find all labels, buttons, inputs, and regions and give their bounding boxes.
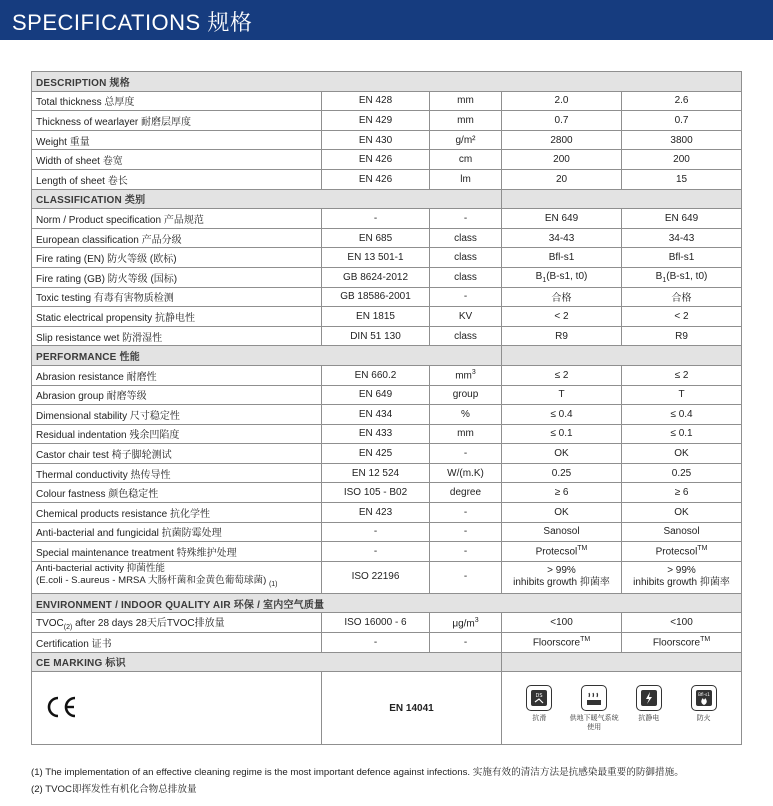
row-value-2: 200: [622, 150, 742, 170]
row-value-2: T: [622, 385, 742, 405]
row-value-2: $B_1(B-s1$, t0): [622, 267, 742, 287]
row-value-2: EN 649: [622, 209, 742, 229]
section-header-description: [32, 72, 742, 92]
row-value-1: 200: [502, 150, 622, 170]
row-standard: EN 430: [322, 130, 430, 150]
row-unit: lm: [430, 169, 502, 189]
row-value-1: OK: [502, 444, 622, 464]
row-value-1: ≤ 0.1: [502, 424, 622, 444]
row-value-2: ≤ 2: [622, 365, 742, 385]
row-label: Weight 重量: [32, 130, 322, 150]
table-row: [32, 405, 742, 425]
row-label: $TVOC_{(2)}$ after 28 days 28天后TVOC排放量: [32, 613, 322, 633]
row-label: Fire rating (GB) 防火等级 (国标): [32, 267, 322, 287]
row-value-1: 20: [502, 169, 622, 189]
row-label: Width of sheet 卷宽: [32, 150, 322, 170]
row-value-1: 2.0: [502, 91, 622, 111]
row-value-1: $B_1(B-s1$, t0): [502, 267, 622, 287]
section-header-performance: [32, 346, 742, 366]
table-row: [32, 91, 742, 111]
row-value-1: 合格: [502, 287, 622, 307]
row-label: Castor chair test 椅子脚轮测试: [32, 444, 322, 464]
row-standard: EN 434: [322, 405, 430, 425]
row-standard: -: [322, 522, 430, 542]
row-standard: DIN 51 130: [322, 326, 430, 346]
row-standard: EN 426: [322, 150, 430, 170]
table-row: [32, 326, 742, 346]
ce-standard: EN 14041: [322, 672, 502, 745]
row-standard: EN 425: [322, 444, 430, 464]
fire-rating-icon: [691, 685, 717, 711]
row-standard: EN 649: [322, 385, 430, 405]
section-title: ENVIRONMENT / INDOOR QUALITY AIR 环保 / 室内空气质量: [32, 593, 742, 613]
row-value-1: 0.7: [502, 111, 622, 131]
row-standard: EN 433: [322, 424, 430, 444]
ce-mark-icon: [44, 695, 78, 719]
row-value-1: OK: [502, 503, 622, 523]
row-value-1: Floorscore™: [502, 633, 622, 653]
table-row: [32, 267, 742, 287]
section-header-classification: [32, 189, 742, 209]
section-header-environment: [32, 593, 742, 613]
row-label: Abrasion resistance 耐磨性: [32, 365, 322, 385]
row-unit: group: [430, 385, 502, 405]
row-value-2: ≤ 0.1: [622, 424, 742, 444]
row-standard: -: [322, 209, 430, 229]
table-row: [32, 209, 742, 229]
row-standard: ISO 105 - B02: [322, 483, 430, 503]
table-row: [32, 424, 742, 444]
ce-logo-cell: [32, 672, 322, 745]
row-value-1: T: [502, 385, 622, 405]
row-standard: EN 13 501-1: [322, 248, 430, 268]
ds-antislip-icon: [526, 685, 552, 711]
underfloor-heating-icon: [581, 685, 607, 711]
row-unit: %: [430, 405, 502, 425]
row-label: Total thickness 总厚度: [32, 91, 322, 111]
row-value-2: Floorscore™: [622, 633, 742, 653]
row-value-2: ≥ 6: [622, 483, 742, 503]
row-label: Fire rating (EN) 防火等级 (欧标): [32, 248, 322, 268]
row-value-2: R9: [622, 326, 742, 346]
row-value-1: Sanosol: [502, 522, 622, 542]
row-standard: EN 423: [322, 503, 430, 523]
table-row: [32, 287, 742, 307]
page-title: SPECIFICATIONS 规格: [12, 10, 253, 35]
row-label: Colour fastness 颜色稳定性: [32, 483, 322, 503]
row-standard: EN 660.2: [322, 365, 430, 385]
row-standard: ISO 16000 - 6: [322, 613, 430, 633]
row-value-1: ≤ 0.4: [502, 405, 622, 425]
antistatic-icon: [636, 685, 662, 711]
row-value-2: ≤ 0.4: [622, 405, 742, 425]
row-label: Chemical products resistance 抗化学性: [32, 503, 322, 523]
row-value-2: < 2: [622, 307, 742, 327]
section-title: CE MARKING 标识: [32, 652, 502, 672]
footnotes: [31, 764, 766, 798]
row-value-2: OK: [622, 503, 742, 523]
row-standard: GB 18586-2001: [322, 287, 430, 307]
row-unit: class: [430, 228, 502, 248]
row-unit: mm: [430, 91, 502, 111]
row-label: Norm / Product specification 产品规范: [32, 209, 322, 229]
row-value-2: Sanosol: [622, 522, 742, 542]
svg-text:DS: DS: [535, 692, 543, 699]
row-unit: -: [430, 209, 502, 229]
row-standard: EN 685: [322, 228, 430, 248]
row-value-2: 0.25: [622, 463, 742, 483]
icon-item: [513, 685, 565, 723]
row-value-1: Protecsol™: [502, 542, 622, 562]
row-label: Slip resistance wet 防滑湿性: [32, 326, 322, 346]
row-value-2: Bfl-s1: [622, 248, 742, 268]
row-label: Dimensional stability 尺寸稳定性: [32, 405, 322, 425]
footnote-2: (2) TVOC即挥发性有机化合物总排放量: [31, 784, 197, 795]
row-standard: EN 426: [322, 169, 430, 189]
table-row: [32, 522, 742, 542]
table-row: [32, 613, 742, 633]
row-value-1: ≥ 6: [502, 483, 622, 503]
row-standard: -: [322, 542, 430, 562]
row-value-1: ≤ 2: [502, 365, 622, 385]
row-unit: -: [430, 561, 502, 593]
icon-caption: 供地下暖气系统使用: [569, 714, 619, 731]
icon-item: [678, 685, 730, 723]
row-label: Anti-bacterial activity 抑菌性能 (E.coli - S.aureus - MRSA 大肠杆菌和金黄色葡萄球菌) $_{(1)}$: [32, 561, 322, 593]
row-label: Anti-bacterial and fungicidal 抗菌防霉处理: [32, 522, 322, 542]
table-row: [32, 633, 742, 653]
table-row: [32, 248, 742, 268]
row-unit: mm: [430, 111, 502, 131]
row-value-1: EN 649: [502, 209, 622, 229]
row-value-1: < 2: [502, 307, 622, 327]
icon-caption: 抗静电: [638, 714, 660, 722]
row-value-2: 15: [622, 169, 742, 189]
table-row: [32, 365, 742, 385]
section-title: CLASSIFICATION 类别: [32, 189, 502, 209]
row-value-2: 0.7: [622, 111, 742, 131]
row-value-1: > 99% inhibits growth 抑菌率: [502, 561, 622, 593]
section-title: PERFORMANCE 性能: [32, 346, 502, 366]
row-value-2: 34-43: [622, 228, 742, 248]
row-value-2: > 99% inhibits growth 抑菌率: [622, 561, 742, 593]
table-row: [32, 542, 742, 562]
row-label: Abrasion group 耐磨等级: [32, 385, 322, 405]
row-unit: class: [430, 326, 502, 346]
row-value-1: Bfl-s1: [502, 248, 622, 268]
row-value-2: Protecsol™: [622, 542, 742, 562]
row-standard: ISO 22196: [322, 561, 430, 593]
row-label: Special maintenance treatment 特殊维护处理: [32, 542, 322, 562]
row-standard: -: [322, 633, 430, 653]
row-standard: EN 1815: [322, 307, 430, 327]
header-bar: [0, 0, 773, 40]
table-row: [32, 385, 742, 405]
table-row: [32, 111, 742, 131]
row-unit: $mm^3$: [430, 365, 502, 385]
row-unit: -: [430, 503, 502, 523]
table-row: [32, 463, 742, 483]
row-value-1: 0.25: [502, 463, 622, 483]
row-label: Length of sheet 卷长: [32, 169, 322, 189]
row-value-2: <100: [622, 613, 742, 633]
table-row: [32, 503, 742, 523]
row-unit: cm: [430, 150, 502, 170]
row-standard: EN 12 524: [322, 463, 430, 483]
row-unit: -: [430, 542, 502, 562]
table-row: [32, 169, 742, 189]
row-value-2: OK: [622, 444, 742, 464]
row-unit: -: [430, 633, 502, 653]
icon-caption: 防火: [696, 714, 711, 722]
row-unit: -: [430, 522, 502, 542]
table-row: [32, 228, 742, 248]
row-label: European classification 产品分级: [32, 228, 322, 248]
row-value-2: 合格: [622, 287, 742, 307]
row-label: Certification 证书: [32, 633, 322, 653]
footnote-1: (1) The implementation of an effective cleaning regime is the most important defence against infections. 实施有效的清洁方法是抗感染最重要的防御措施。: [31, 767, 684, 778]
row-label: Thermal conductivity 热传导性: [32, 463, 322, 483]
row-unit: W/(m.K): [430, 463, 502, 483]
section-header-ce-marking: [32, 652, 742, 672]
row-standard: EN 429: [322, 111, 430, 131]
table-row: [32, 444, 742, 464]
row-unit: g/m²: [430, 130, 502, 150]
icon-caption: 抗滑: [532, 714, 547, 722]
table-row: [32, 130, 742, 150]
row-unit: -: [430, 444, 502, 464]
row-label: Toxic testing 有毒有害物质检测: [32, 287, 322, 307]
row-standard: GB 8624-2012: [322, 267, 430, 287]
row-label: Static electrical propensity 抗静电性: [32, 307, 322, 327]
row-unit: -: [430, 287, 502, 307]
row-label: Thickness of wearlayer 耐磨层厚度: [32, 111, 322, 131]
table-row: [32, 150, 742, 170]
row-label: Residual indentation 残余凹陷度: [32, 424, 322, 444]
row-unit: class: [430, 248, 502, 268]
row-value-2: 3800: [622, 130, 742, 150]
icon-item: [568, 685, 620, 732]
svg-text:Bfl-s1: Bfl-s1: [697, 691, 710, 697]
section-title: DESCRIPTION 规格: [32, 72, 742, 92]
row-unit: degree: [430, 483, 502, 503]
table-row: [32, 483, 742, 503]
row-standard: EN 428: [322, 91, 430, 111]
ce-marking-row: [32, 672, 742, 745]
row-unit: $\mu g/m^3$: [430, 613, 502, 633]
row-unit: KV: [430, 307, 502, 327]
row-value-1: R9: [502, 326, 622, 346]
row-value-1: 34-43: [502, 228, 622, 248]
spec-table: [31, 71, 742, 745]
row-unit: mm: [430, 424, 502, 444]
table-row: [32, 307, 742, 327]
row-value-2: 2.6: [622, 91, 742, 111]
ce-icons-cell: [502, 672, 742, 745]
table-row: [32, 561, 742, 593]
row-unit: class: [430, 267, 502, 287]
row-value-1: 2800: [502, 130, 622, 150]
row-value-1: <100: [502, 613, 622, 633]
icon-item: [623, 685, 675, 723]
